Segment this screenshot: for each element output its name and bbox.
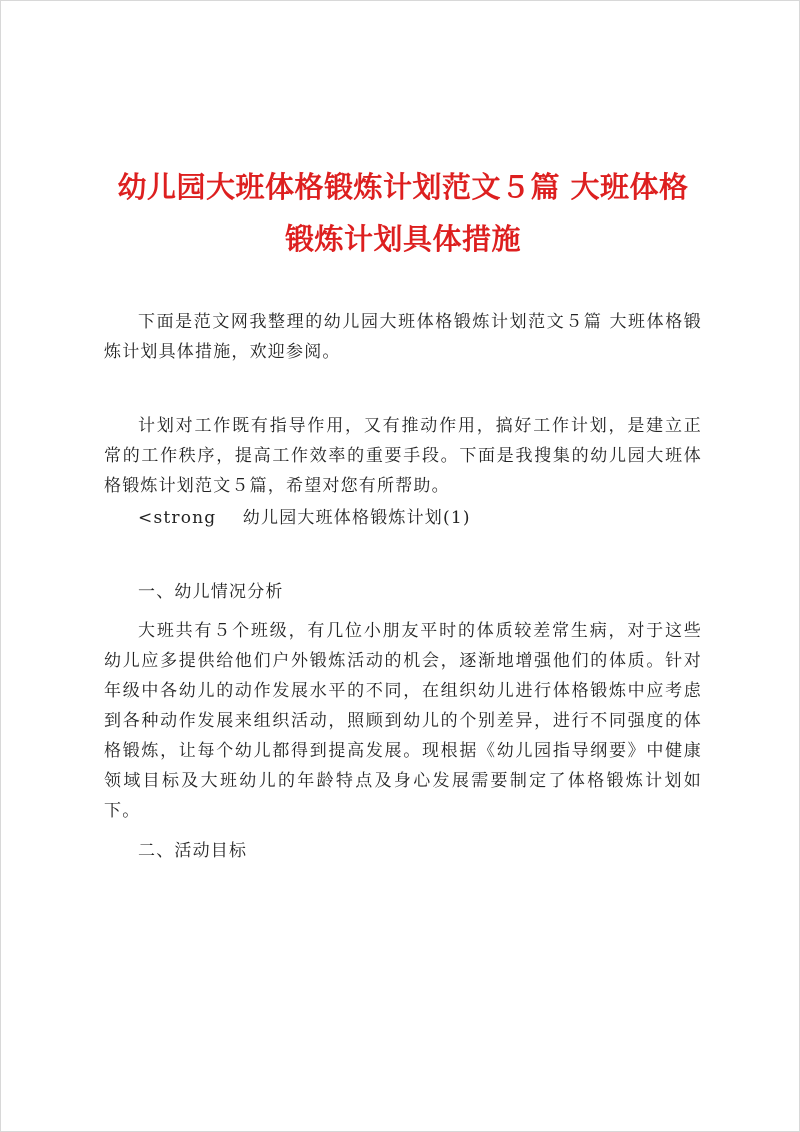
intro-paragraph: 下面是范文网我整理的幼儿园大班体格锻炼计划范文５篇 大班体格锻炼计划具体措施，欢迎参阅。: [104, 312, 702, 362]
strong-heading-line: <strong 幼儿园大班体格锻炼计划(1): [138, 508, 471, 528]
document-content: [104, 161, 702, 866]
plan-paragraph: 计划对工作既有指导作用，又有推动作用，搞好工作计划，是建立正常的工作秩序，提高工作效率的重要手段。下面是我搜集的幼儿园大班体格锻炼计划范文５篇，希望对您有所帮助。: [104, 416, 702, 496]
section-heading-2: 二、活动目标: [138, 841, 248, 861]
section-heading-1: 一、幼儿情况分析: [138, 582, 284, 602]
section-1-paragraph: 大班共有５个班级，有几位小朋友平时的体质较差常生病，对于这些幼儿应多提供给他们户外锻炼活动的机会，逐渐地增强他们的体质。针对年级中各幼儿的动作发展水平的不同，在组织幼儿进行体格锻炼中应考虑到各种动作发展来组织活动，照顾到幼儿的个别差异，进行不同强度的体格锻炼，让每个幼儿都得到提高发展。现根据《幼儿园指导纲要》中健康领域目标及大班幼儿的年龄特点及身心发展需要制定了体格锻炼计划如下。: [104, 621, 702, 821]
document-title: 幼儿园大班体格锻炼计划范文５篇 大班体格锻炼计划具体措施: [117, 170, 689, 256]
